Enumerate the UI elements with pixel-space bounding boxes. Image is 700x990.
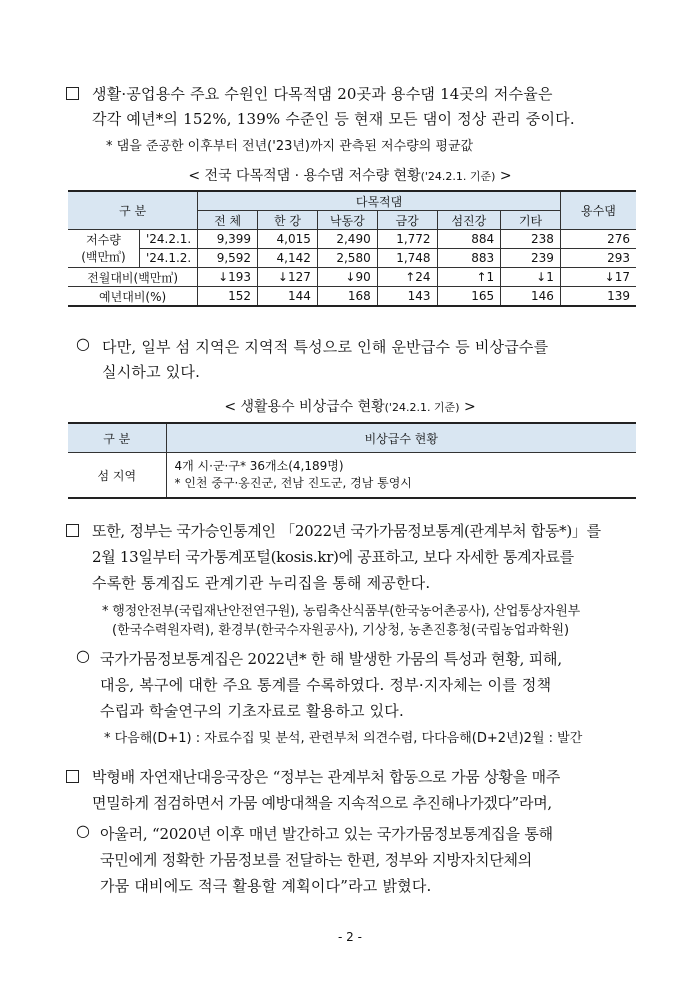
subheader-total: 전 체: [198, 211, 258, 230]
section-2-line-1: 다만, 일부 섬 지역은 지역적 특성으로 인해 운반급수 등 비상급수를: [102, 338, 549, 356]
cell: ↓90: [317, 268, 377, 287]
cell: 4,015: [258, 230, 318, 249]
section-4-line-1: 국가가뭄정보통계집은 2022년* 한 해 발생한 가뭄의 특성과 현황, 피해,: [100, 650, 562, 668]
emergency-details: [166, 453, 636, 499]
square-bullet-icon: [66, 524, 79, 537]
subheader-seomjingang: 섬진강: [437, 211, 501, 230]
cell: 1,772: [377, 230, 437, 249]
section-3-note-2: (한국수력원자력), 환경부(한국수자원공사), 기상청, 농촌진흥청(국립농업과학원): [112, 623, 570, 638]
row-label-storage-main: 저수량: [86, 232, 121, 247]
row-label-compare: 전월대비(백만㎥): [68, 268, 198, 287]
section-1-line-2: 각각 예년*의 152%, 139% 수준인 등 현재 모든 댐이 정상 관리 중이다.: [92, 110, 575, 128]
cell: 883: [437, 249, 501, 268]
section-3-line-2: 2월 13일부터 국가통계포털(kosis.kr)에 공표하고, 보다 자세한 통계자료를: [92, 548, 574, 566]
cell: ↓1: [501, 268, 561, 287]
table-2-title: [0, 396, 700, 416]
circle-bullet-icon: ○: [76, 334, 90, 353]
page-number: - 2 -: [338, 930, 362, 944]
cell: 2,580: [317, 249, 377, 268]
table-row: [68, 249, 636, 268]
table-1-title-text: < 전국 다목적댐 · 용수댐 저수량 현황: [188, 168, 421, 184]
section-3-note-1: * 행정안전부(국립재난안전연구원), 농림축산식품부(한국농어촌공사), 산업통상자원부: [102, 604, 580, 619]
section-4-line-3: 수립과 학술연구의 기초자료로 활용하고 있다.: [100, 702, 404, 720]
emergency-line-2: * 인천 중구·옹진군, 전남 진도군, 경남 통영시: [174, 476, 412, 490]
cell: 884: [437, 230, 501, 249]
cell: 239: [501, 249, 561, 268]
section-5-line-2: 면밀하게 점검하면서 가뭄 예방대책을 지속적으로 추진해나가겠다”라며,: [92, 794, 552, 812]
subheader-geumgang: 금강: [377, 211, 437, 230]
subheader-nakdonggang: 낙동강: [317, 211, 377, 230]
section-2-line-2: 실시하고 있다.: [102, 363, 201, 381]
section-1-line-1: 생활·공업용수 주요 수원인 다목적댐 20곳과 용수댐 14곳의 저수율은: [92, 85, 553, 103]
subheader-other: 기타: [501, 211, 561, 230]
header-category: 구 분: [68, 191, 198, 230]
cell: 146: [501, 287, 561, 307]
section-4-line-2: 대응, 복구에 대한 주요 통계를 수록하였다. 정부·지자체는 이를 정책: [100, 676, 552, 694]
square-bullet-icon: [66, 770, 79, 783]
cell: 168: [317, 287, 377, 307]
cell: ↓127: [258, 268, 318, 287]
cell: 238: [501, 230, 561, 249]
cell: ↓17: [560, 268, 636, 287]
table-1-title-end: >: [499, 168, 512, 184]
table-row: [68, 268, 636, 287]
cell: 144: [258, 287, 318, 307]
cell: 1,748: [377, 249, 437, 268]
section-4-note: * 다음해(D+1) : 자료수집 및 분석, 관련부처 의견수렴, 다다음해(D+2년)2월 : 발간: [104, 731, 583, 746]
table-1-title: [0, 165, 700, 185]
emergency-line-1: 4개 시·군·구* 36개소(4,189명): [174, 459, 344, 473]
row-label-island: 섬 지역: [68, 453, 166, 499]
circle-bullet-icon: ○: [76, 821, 90, 840]
table-row: [68, 230, 636, 249]
cell: 2,490: [317, 230, 377, 249]
table-row: [68, 453, 636, 499]
row-label-normal: 예년대비(%): [68, 287, 198, 307]
table-2-title-text: < 생활용수 비상급수 현황: [224, 399, 385, 415]
circle-bullet-icon: ○: [76, 646, 90, 665]
row-label-storage: [68, 230, 139, 268]
section-5-line-1: 박형배 자연재난대응국장은 “정부는 관계부처 합동으로 가뭄 상황을 매주: [92, 768, 561, 786]
subheader-hangang: 한 강: [258, 211, 318, 230]
table-2-title-date: ('24.2.1. 기준): [384, 401, 460, 414]
row-label-storage-unit: (백만㎥): [81, 249, 126, 264]
cell: 4,142: [258, 249, 318, 268]
cell: ↑24: [377, 268, 437, 287]
section-6-line-3: 가뭄 대비에도 적극 활용할 계획이다”라고 밝혔다.: [100, 877, 432, 895]
cell: 143: [377, 287, 437, 307]
cell: 139: [560, 287, 636, 307]
section-6-line-2: 국민에게 정확한 가뭄정보를 전달하는 한편, 정부와 지방자치단체의: [100, 851, 533, 869]
header-category: 구 분: [68, 423, 166, 453]
cell: 9,592: [198, 249, 258, 268]
header-multipurpose-dam: 다목적댐: [198, 191, 561, 211]
cell: ↑1: [437, 268, 501, 287]
table-2-title-end: >: [463, 399, 476, 415]
emergency-water-table: [68, 422, 636, 499]
square-bullet-icon: [66, 87, 79, 100]
cell: 9,399: [198, 230, 258, 249]
cell: 152: [198, 287, 258, 307]
row-date: '24.2.1.: [139, 230, 197, 249]
section-1-note: * 댐을 준공한 이후부터 전년('23년)까지 관측된 저수량의 평균값: [106, 139, 474, 154]
section-3-line-3: 수록한 통계집도 관계기관 누리집을 통해 제공한다.: [92, 574, 431, 592]
header-water-supply-dam: 용수댐: [560, 191, 636, 230]
cell: 165: [437, 287, 501, 307]
table-1-title-date: ('24.2.1. 기준): [420, 170, 496, 183]
row-date: '24.1.2.: [139, 249, 197, 268]
cell: 276: [560, 230, 636, 249]
table-row: [68, 287, 636, 307]
cell: 293: [560, 249, 636, 268]
section-6-line-1: 아울러, “2020년 이후 매년 발간하고 있는 국가가뭄정보통계집을 통해: [100, 825, 553, 843]
cell: ↓193: [198, 268, 258, 287]
section-3-line-1: 또한, 정부는 국가승인통계인 「2022년 국가가뭄정보통계(관계부처 합동*)」를: [92, 522, 601, 540]
header-emergency-status: 비상급수 현황: [166, 423, 636, 453]
dam-storage-table: [68, 190, 636, 307]
